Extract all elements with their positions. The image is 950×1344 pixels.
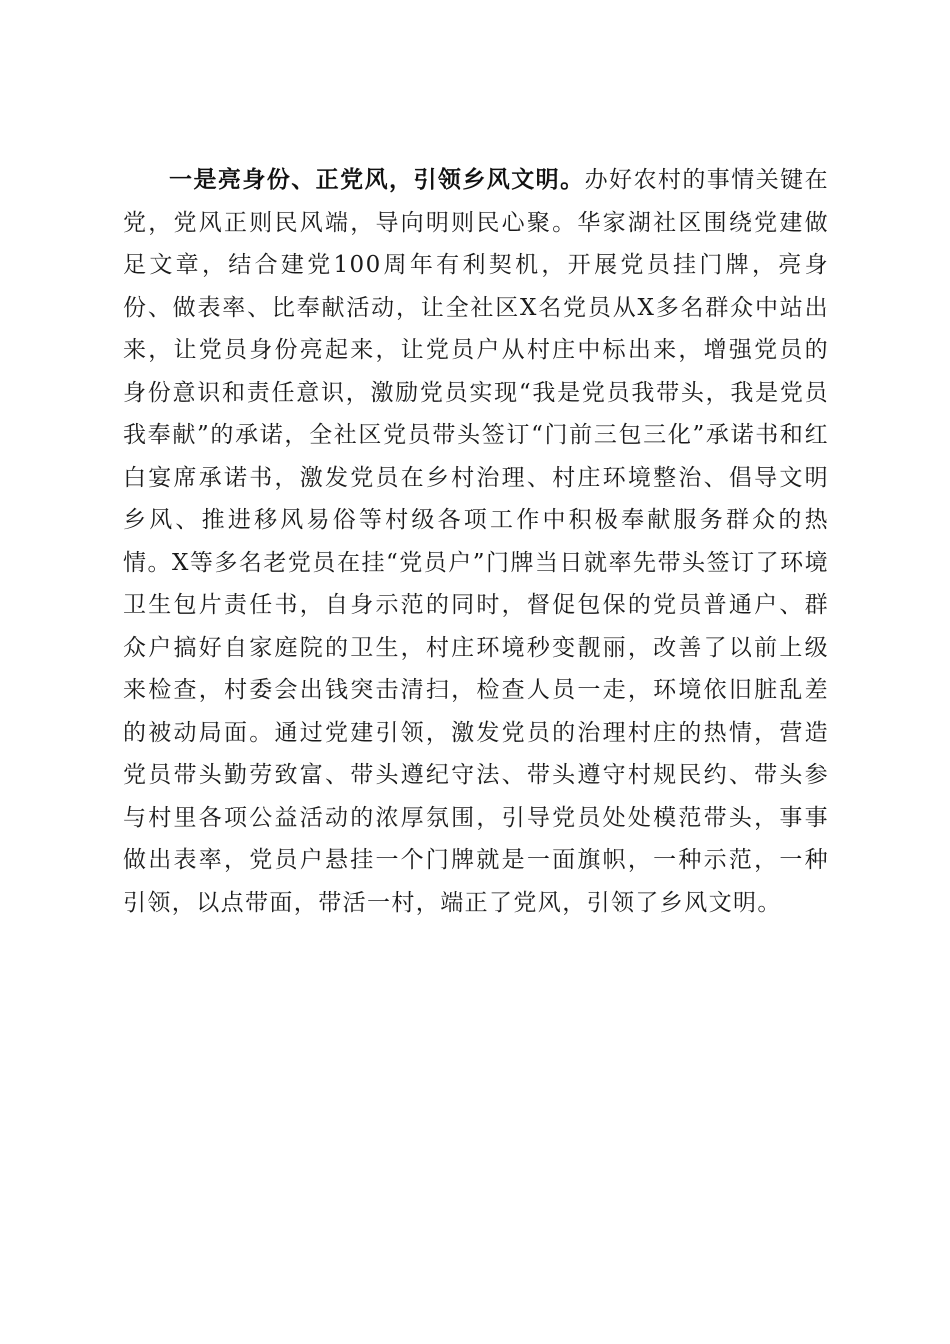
body-paragraph: [123, 159, 829, 924]
paragraph-body-text: 办好农村的事情关键在党，党风正则民风端，导向明则民心聚。华家湖社区围绕党建做足文章，结合建党100周年有利契机，开展党员挂门牌，亮身份、做表率、比奉献活动，让全社区X名党员从X多名群众中站出来，让党员身份亮起来，让党员户从村庄中标出来，增强党员的身份意识和责任意识，激励党员实现“我是党员我带头，我是党员我奉献”的承诺，全社区党员带头签订“门前三包三化”承诺书和红白宴席承诺书，激发党员在乡村治理、村庄环境整治、倡导文明乡风、推进移风易俗等村级各项工作中积极奉献服务群众的热情。X等多名老党员在挂“党员户”门牌当日就率先带头签订了环境卫生包片责任书，自身示范的同时，督促包保的党员普通户、群众户搞好自家庭院的卫生，村庄环境秒变靓丽，改善了以前上级来检查，村委会出钱突击清扫，检查人员一走，环境依旧脏乱差的被动局面。通过党建引领，激发党员的治理村庄的热情，营造党员带头勤劳致富、带头遵纪守法、带头遵守村规民约、带头参与村里各项公益活动的浓厚氛围，引导党员处处模范带头，事事做出表率，党员户悬挂一个门牌就是一面旗帜，一种示范，一种引领，以点带面，带活一村，端正了党风，引领了乡风文明。: [123, 167, 829, 916]
paragraph-lead-heading: 一是亮身份、正党风，引领乡风文明。: [169, 167, 585, 193]
